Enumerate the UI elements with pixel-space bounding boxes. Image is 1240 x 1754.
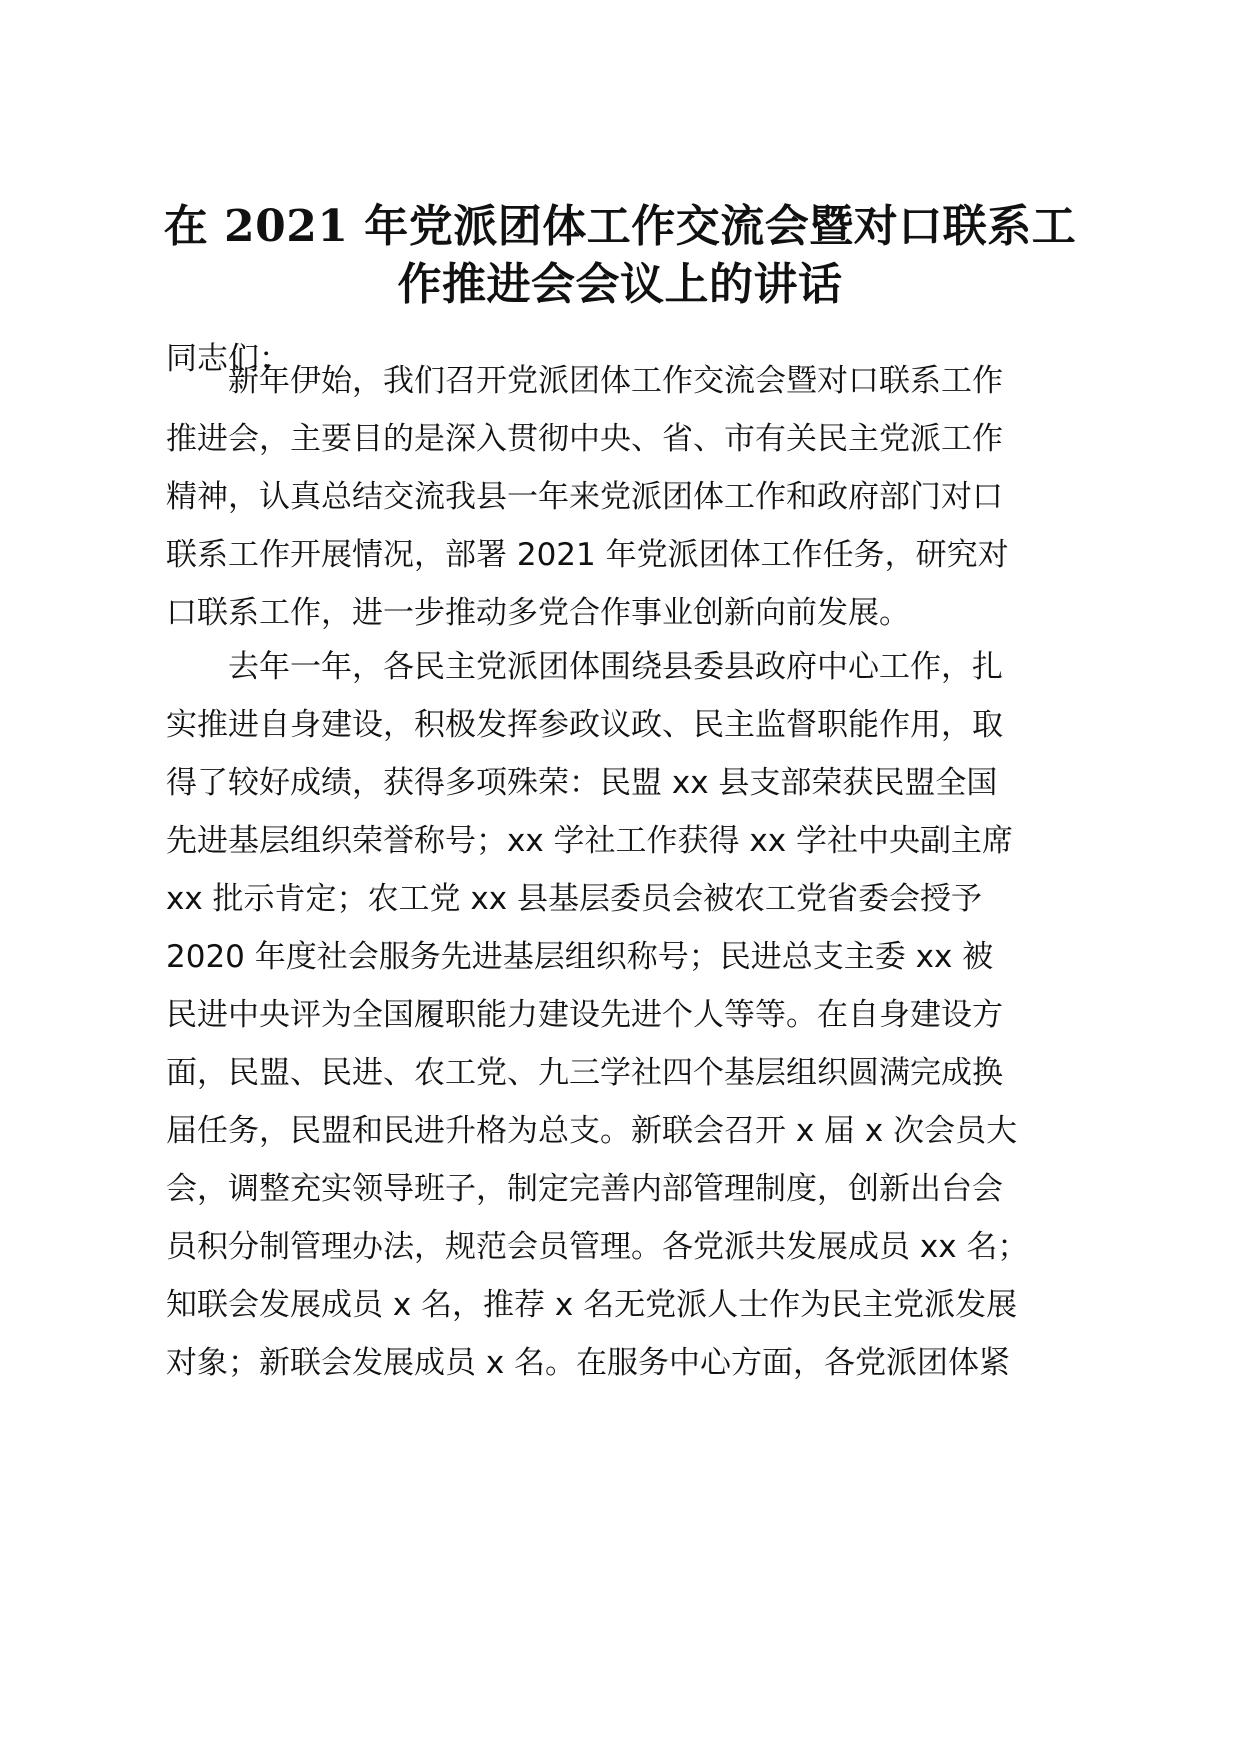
paragraph-1-line: 推进会，主要目的是深入贯彻中央、省、市有关民主党派工作: [166, 421, 1003, 457]
paragraph-2-line: 对象；新联会发展成员 x 名。在服务中心方面，各党派团体紧: [166, 1345, 1011, 1381]
paragraph-2-line: 会，调整充实领导班子，制定完善内部管理制度，创新出台会: [166, 1171, 1003, 1207]
paragraph-2-line: 员积分制管理办法，规范会员管理。各党派共发展成员 xx 名；: [166, 1229, 1029, 1265]
paragraph-2-line: 2020 年度社会服务先进基层组织称号；民进总支主委 xx 被: [166, 939, 994, 975]
document-title: [150, 198, 1090, 314]
paragraph-2-line: 去年一年，各民主党派团体围绕县委县政府中心工作，扎: [228, 649, 1003, 685]
paragraph-2-line: 届任务，民盟和民进升格为总支。新联会召开 x 届 x 次会员大: [166, 1113, 1018, 1149]
paragraph-2-line: 得了较好成绩，获得多项殊荣：民盟 xx 县支部荣获民盟全国: [166, 765, 998, 801]
title-line-2: 作推进会会议上的讲话: [397, 259, 843, 310]
paragraph-1-line: 联系工作开展情况，部署 2021 年党派团体工作任务，研究对: [166, 537, 1009, 573]
paragraph-2-line: xx 批示肯定；农工党 xx 县基层委员会被农工党省委会授予: [166, 881, 982, 917]
paragraph-1-line: 新年伊始，我们召开党派团体工作交流会暨对口联系工作: [228, 363, 1003, 399]
title-line-1: 在 2021 年党派团体工作交流会暨对口联系工: [163, 201, 1077, 252]
paragraph-2-line: 知联会发展成员 x 名，推荐 x 名无党派人士作为民主党派发展: [166, 1287, 1018, 1323]
paragraph-1-line: 口联系工作，进一步推动多党合作事业创新向前发展。: [166, 595, 910, 631]
paragraph-2-line: 民进中央评为全国履职能力建设先进个人等等。在自身建设方: [166, 997, 1003, 1033]
paragraph-2-line: 实推进自身建设，积极发挥参政议政、民主监督职能作用，取: [166, 707, 1003, 743]
paragraph-1-line: 精神，认真总结交流我县一年来党派团体工作和政府部门对口: [166, 479, 1003, 515]
paragraph-2-line: 面，民盟、民进、农工党、九三学社四个基层组织圆满完成换: [166, 1055, 1003, 1091]
paragraph-2-line: 先进基层组织荣誉称号；xx 学社工作获得 xx 学社中央副主席: [166, 823, 1013, 859]
salutation: 同志们：: [166, 341, 290, 377]
